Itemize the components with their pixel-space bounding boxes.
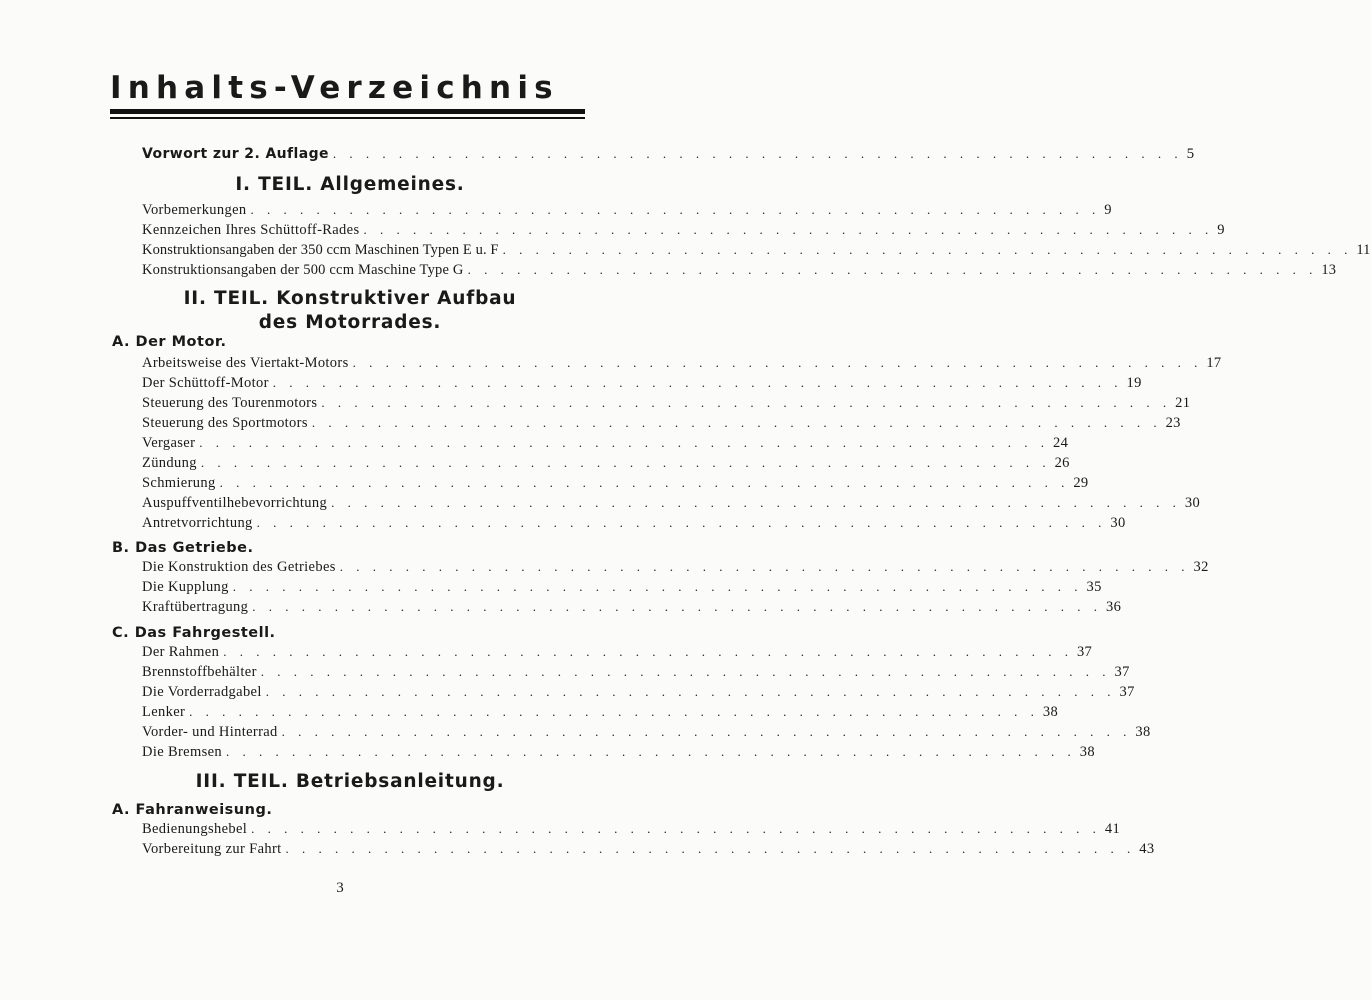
toc-entry-label: Vorwort zur 2. Auflage [142,146,329,162]
leader-dots: . . . . . . . . . . . . . . . . . . . . . . . . . . . . . . . . . . . . . . . . . . . . . . . . . . . . [332,146,1183,161]
toc-entry [142,353,1222,373]
toc-entry [142,642,1093,662]
toc-entry-page: 35 [1086,579,1102,595]
toc-entry-page: 41 [1104,821,1121,837]
toc-entry-page: 5 [1186,146,1195,162]
part-heading-2-line2: des Motorrades. [258,312,442,333]
leader-dots: . . . . . . . . . . . . . . . . . . . . . . . . . . . . . . . . . . . . . . . . . . . . . . . . . . . . [285,841,1136,856]
toc-entry-page: 19 [1126,375,1142,391]
leader-dots: . . . . . . . . . . . . . . . . . . . . . . . . . . . . . . . . . . . . . . . . . . . . . . . . . . . . [219,475,1070,490]
toc-entry-page: 26 [1054,455,1070,471]
toc-entry [142,260,1337,280]
toc-entry-page: 17 [1206,355,1222,371]
leader-dots: . . . . . . . . . . . . . . . . . . . . . . . . . . . . . . . . . . . . . . . . . . . . . . . . . . . . [281,724,1132,739]
toc-entry-page: 38 [1079,744,1095,760]
leader-dots: . . . . . . . . . . . . . . . . . . . . . . . . . . . . . . . . . . . . . . . . . . . . . . . . . . . . [339,559,1190,574]
toc-entry [142,220,1225,240]
toc-entry-label: Antretvorrichtung [142,515,253,531]
leader-dots: . . . . . . . . . . . . . . . . . . . . . . . . . . . . . . . . . . . . . . . . . . . . . . . . . . . . [272,375,1123,390]
toc-entry-page: 30 [1184,495,1201,511]
toc-entry [142,662,1130,682]
toc-entry-page: 9 [1217,222,1225,238]
toc-entry-label: Die Vorderradgabel [142,684,262,700]
leader-dots: . . . . . . . . . . . . . . . . . . . . . . . . . . . . . . . . . . . . . . . . . . . . . . . . . . . . [199,435,1050,450]
toc-entry-page: 37 [1076,644,1093,660]
toc-entry-label: Zündung [142,455,197,471]
toc-entry-label: Vorder- und Hinterrad [142,724,278,740]
title-rule-thin [110,117,585,119]
toc-entry-page: 38 [1135,724,1151,740]
toc-entry-page: 43 [1139,841,1155,857]
toc-entry [142,433,1069,453]
toc-entry [142,453,1070,473]
part-heading-2: II. TEIL. Konstruktiver Aufbau [183,288,517,309]
leader-dots: . . . . . . . . . . . . . . . . . . . . . . . . . . . . . . . . . . . . . . . . . . . . . . . . . . . . [363,222,1214,237]
toc-entry [142,373,1142,393]
toc-entry [142,722,1151,742]
toc-entry-label: Konstruktionsangaben der 500 ccm Maschine Type G [142,262,464,278]
section-heading-motor: A. Der Motor. [112,334,227,350]
toc-entry-page: 30 [1110,515,1126,531]
toc-entry-page: 9 [1104,202,1112,218]
toc-entry [142,819,1121,839]
toc-entry-page: 21 [1175,395,1191,411]
section-heading-fahranweisung: A. Fahranweisung. [112,802,273,818]
toc-entry [142,702,1059,722]
leader-dots: . . . . . . . . . . . . . . . . . . . . . . . . . . . . . . . . . . . . . . . . . . . . . . . . . . . . [260,664,1111,679]
toc-entry-label: Auspuffventilhebevorrichtung [142,495,328,511]
toc-entry-label: Schmierung [142,475,216,491]
toc-entry-page: 23 [1165,415,1181,431]
leader-dots: . . . . . . . . . . . . . . . . . . . . . . . . . . . . . . . . . . . . . . . . . . . . . . . . . . . . [250,202,1101,217]
leader-dots: . . . . . . . . . . . . . . . . . . . . . . . . . . . . . . . . . . . . . . . . . . . . . . . . . . . . [256,515,1107,530]
leader-dots: . . . . . . . . . . . . . . . . . . . . . . . . . . . . . . . . . . . . . . . . . . . . . . . . . . . . [252,599,1103,614]
leader-dots: . . . . . . . . . . . . . . . . . . . . . . . . . . . . . . . . . . . . . . . . . . . . . . . . . . . . [265,684,1116,699]
part-heading-1: I. TEIL. Allgemeines. [235,174,465,195]
toc-entry-label: Konstruktionsangaben der 350 ccm Maschinen Typen E u. F [142,242,499,258]
leader-dots: . . . . . . . . . . . . . . . . . . . . . . . . . . . . . . . . . . . . . . . . . . . . . . . . . . . . [321,395,1172,410]
leader-dots: . . . . . . . . . . . . . . . . . . . . . . . . . . . . . . . . . . . . . . . . . . . . . . . . . . . . [223,644,1073,659]
toc-entry-foreword [142,144,1195,164]
toc-entry-page: 24 [1053,435,1069,451]
toc-entry [142,240,1371,260]
toc-entry [142,473,1089,493]
toc-entry-page: 32 [1193,559,1209,575]
leader-dots: . . . . . . . . . . . . . . . . . . . . . . . . . . . . . . . . . . . . . . . . . . . . . . . . . . . . [331,495,1181,510]
toc-entry-label: Der Schüttoff-Motor [142,375,269,391]
toc-entry [142,413,1181,433]
leader-dots: . . . . . . . . . . . . . . . . . . . . . . . . . . . . . . . . . . . . . . . . . . . . . . . . . . . . [189,704,1039,719]
part-heading-3: III. TEIL. Betriebsanleitung. [195,771,505,792]
leader-dots: . . . . . . . . . . . . . . . . . . . . . . . . . . . . . . . . . . . . . . . . . . . . . . . . . . . . [200,455,1051,470]
toc-entry [142,839,1155,859]
toc-entry-page: 13 [1321,262,1337,278]
toc-entry [142,393,1191,413]
toc-entry-label: Die Bremsen [142,744,222,760]
toc-entry-label: Bedienungshebel [142,821,248,837]
toc-entry-label: Steuerung des Tourenmotors [142,395,318,411]
toc-entry-label: Steuerung des Sportmotors [142,415,308,431]
toc-entry-label: Lenker [142,704,186,720]
toc-entry [142,742,1095,762]
toc-entry [142,557,1209,577]
toc-entry [142,200,1112,220]
page-number: 3 [336,880,344,896]
toc-entry-page: 38 [1042,704,1059,720]
leader-dots: . . . . . . . . . . . . . . . . . . . . . . . . . . . . . . . . . . . . . . . . . . . . . . . . . . . . [311,415,1162,430]
toc-entry-page: 36 [1106,599,1122,615]
title-rule-thick [110,109,585,114]
toc-entry-label: Kraftübertragung [142,599,249,615]
leader-dots: . . . . . . . . . . . . . . . . . . . . . . . . . . . . . . . . . . . . . . . . . . . . . . . . . . . . [502,242,1353,257]
toc-entry [142,682,1135,702]
toc-entry-label: Kennzeichen Ihres Schüttoff-Rades [142,222,360,238]
toc-entry-page: 29 [1073,475,1089,491]
toc-entry [142,493,1201,513]
toc-entry-label: Vorbemerkungen [142,202,247,218]
toc-entry-label: Brennstoffbehälter [142,664,257,680]
section-heading-getriebe: B. Das Getriebe. [112,540,254,556]
leader-dots: . . . . . . . . . . . . . . . . . . . . . . . . . . . . . . . . . . . . . . . . . . . . . . . . . . . . [225,744,1076,759]
toc-entry-label: Der Rahmen [142,644,220,660]
section-heading-fahrgestell: C. Das Fahrgestell. [112,625,276,641]
leader-dots: . . . . . . . . . . . . . . . . . . . . . . . . . . . . . . . . . . . . . . . . . . . . . . . . . . . . [467,262,1318,277]
toc-entry [142,577,1102,597]
leader-dots: . . . . . . . . . . . . . . . . . . . . . . . . . . . . . . . . . . . . . . . . . . . . . . . . . . . . [251,821,1101,836]
leader-dots: . . . . . . . . . . . . . . . . . . . . . . . . . . . . . . . . . . . . . . . . . . . . . . . . . . . . [352,355,1203,370]
toc-entry-label: Vergaser [142,435,196,451]
leader-dots: . . . . . . . . . . . . . . . . . . . . . . . . . . . . . . . . . . . . . . . . . . . . . . . . . . . . [232,579,1083,594]
page-title: Inhalts-Verzeichnis [110,70,559,106]
toc-entry-page: 11 [1356,242,1371,258]
toc-entry-label: Die Kupplung [142,579,229,595]
toc-entry [142,513,1126,533]
toc-entry-label: Vorbereitung zur Fahrt [142,841,282,857]
toc-entry-label: Die Konstruktion des Getriebes [142,559,336,575]
toc-entry [142,597,1122,617]
toc-entry-label: Arbeitsweise des Viertakt-Motors [142,355,349,371]
toc-entry-page: 37 [1114,664,1130,680]
toc-entry-page: 37 [1119,684,1135,700]
